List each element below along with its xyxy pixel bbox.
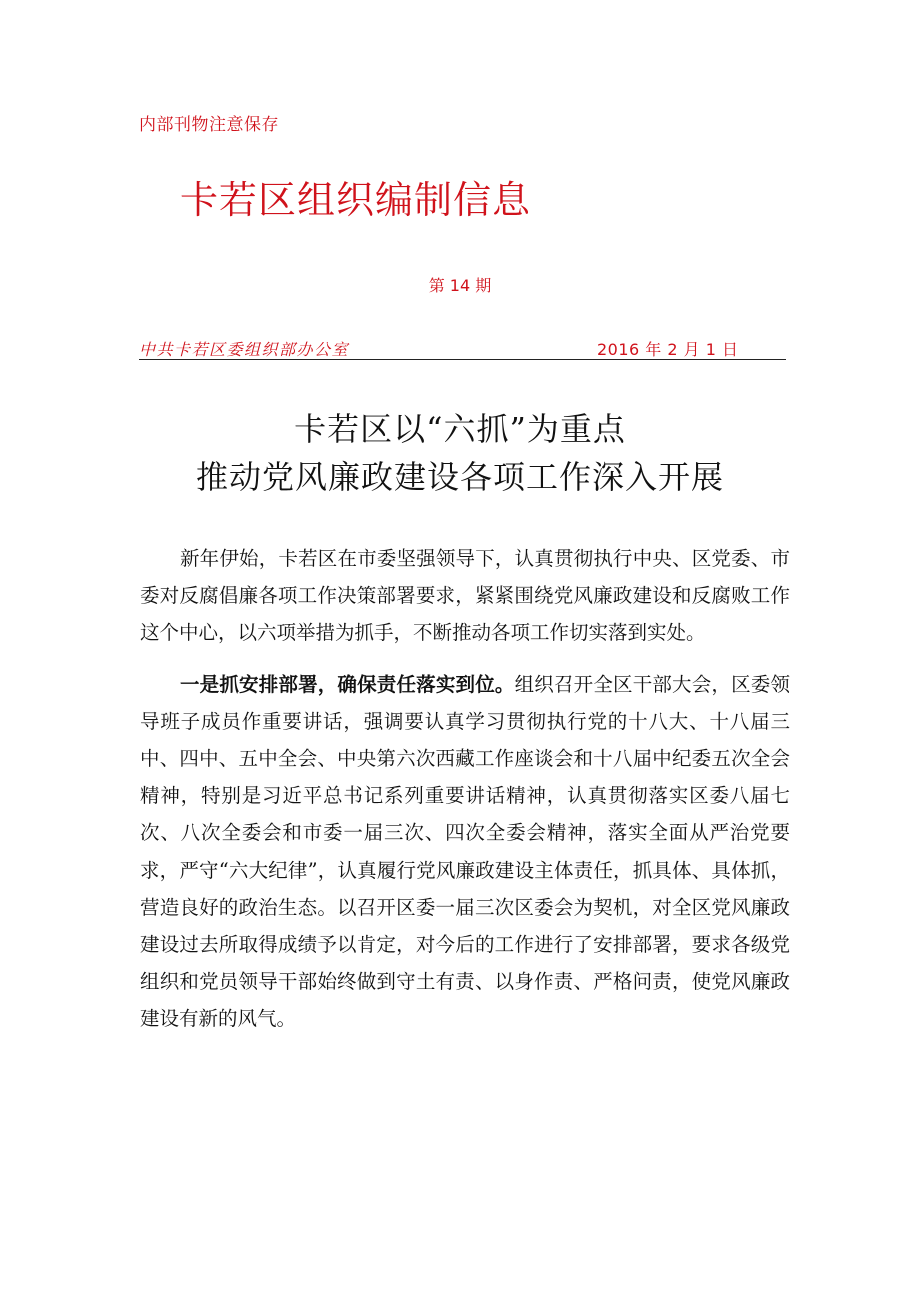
paragraph-intro: 新年伊始，卡若区在市委坚强领导下，认真贯彻执行中央、区党委、市委对反腐倡廉各项工作决策部署要求，紧紧围绕党风廉政建设和反腐败工作这个中心，以六项举措为抓手，不断推动各项工作切实落到实处。 (140, 547, 790, 645)
paragraph-first-measure (140, 666, 790, 1038)
article-body (140, 540, 790, 1052)
header-divider (139, 359, 786, 360)
internal-circulation-note: 内部刊物注意保存 (139, 115, 279, 135)
issue-number: 第 14 期 (428, 276, 492, 295)
issue-date: 2016 年 2 月 1 日 (597, 340, 739, 359)
article-title-line-2: 推动党风廉政建设各项工作深入开展 (195, 458, 724, 496)
issuing-office: 中共卡若区委组织部办公室 (139, 340, 350, 359)
paragraph-lead: 一是抓安排部署，确保责任落实到位。 (179, 672, 515, 696)
masthead-title: 卡若区组织编制信息 (180, 178, 532, 222)
paragraph-body: 组织召开全区干部大会，区委领导班子成员作重要讲话，强调要认真学习贯彻执行党的十八大、十八届三中、四中、五中全会、中央第六次西藏工作座谈会和十八届中纪委五次全会精神，特别是习近平总书记系列重要讲话精神，认真贯彻落实区委八届七次、八次全委会和市委一届三次、四次全委会精神，落实全面从严治党要求，严守“六大纪律”，认真履行党风廉政建设主体责任，抓具体、具体抓，营造良好的政治生态。以召开区委一届三次区委会为契机，对全区党风廉政建设过去所取得成绩予以肯定，对今后的工作进行了安排部署，要求各级党组织和党员领导干部始终做到守土有责、以身作责、严格问责，使党风廉政建设有新的风气。 (140, 672, 790, 1031)
article-title-line-1: 卡若区以“六抓”为重点 (294, 410, 626, 448)
